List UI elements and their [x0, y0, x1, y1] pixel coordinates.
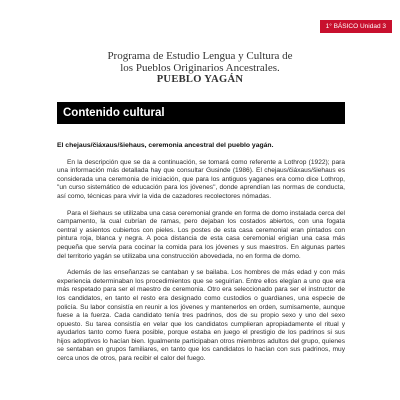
document-title-line-3: PUEBLO YAGÁN — [156, 74, 244, 85]
document-title-line-2: los Pueblos Originarios Ancestrales. — [120, 62, 280, 74]
content-paragraph-3: Además de las enseñanzas se cantaban y se bailaba. Los hombres de más edad y con más experiencia determinaban los procedimientos que se seguirían. Entre ellos elegían a uno que era más respetado para ser el maestro de ceremonia. Otro era seleccionado para ser el instructor de los candidatos, en tanto el resto era designado como custodios o guardianes, una especie de policía. Su labor consistía en reunir a los jóvenes y mantenerlos en orden, sumisamente, aunque fuese a la fuerza. Cada candidato tenía tres padrinos, dos de su propio sexo y uno del sexo opuesto. Su tarea consistía en velar que los candidatos cumplieran apropiadamente el ritual y ayudarlos tanto como fuera posible, porque estaba en juego el prestigio de los padrinos si sus hijos adoptivos lo hacían bien. Igualmente participaban otros miembros adultos del grupo, quienes se sentaban en grupos familiares, en tanto que los candidatos lo hacían con sus padrinos, muy cerca unos de otros, para recibir el calor del fuego. — [57, 269, 345, 363]
top-band — [0, 0, 400, 16]
document-title — [0, 50, 400, 86]
grade-unit-badge: 1° BÁSICO Unidad 3 — [320, 20, 392, 33]
content-paragraph-2: Para el šiehaus se utilizaba una casa ceremonial grande en forma de domo instalada cerca del campamento, la cual cubrían de ramas, pero dejaban los costados abiertos, con una fogata central y asientos cubiertos con pieles. Los postes de esta casa ceremonial eran pintados con pintura roja, blanca y negra. A poca distancia de esta casa ceremonial erigían una casa más pequeña que servía para cocinar la comida para los jóvenes y sus maestros. En algunas partes del territorio yagán se utilizaba una construcción abovedada, no en forma de domo. — [57, 209, 345, 260]
content-subheading: El chejaus/čiáxaus/šiehaus, ceremonia ancestral del pueblo yagán. — [57, 142, 274, 149]
document-title-line-1: Programa de Estudio Lengua y Cultura de — [107, 50, 293, 62]
content-paragraph-1: En la descripción que se da a continuación, se tomará como referente a Lothrop (1922); para una información más detallada hay que consultar Gusinde (1986). El chejaus/čiáxaus/šiehaus es considerada una ceremonia de iniciación, que para los antiguos yaganes era como dice Lothrop, "un curso sistemático de educación para los jóvenes", donde aprendían las normas de conducta, así como, técnicas para vivir la vida de cazadores recolectores nómadas. — [57, 158, 345, 200]
section-title: Contenido cultural — [63, 107, 165, 119]
section-header — [57, 102, 345, 124]
content-body — [57, 142, 345, 372]
